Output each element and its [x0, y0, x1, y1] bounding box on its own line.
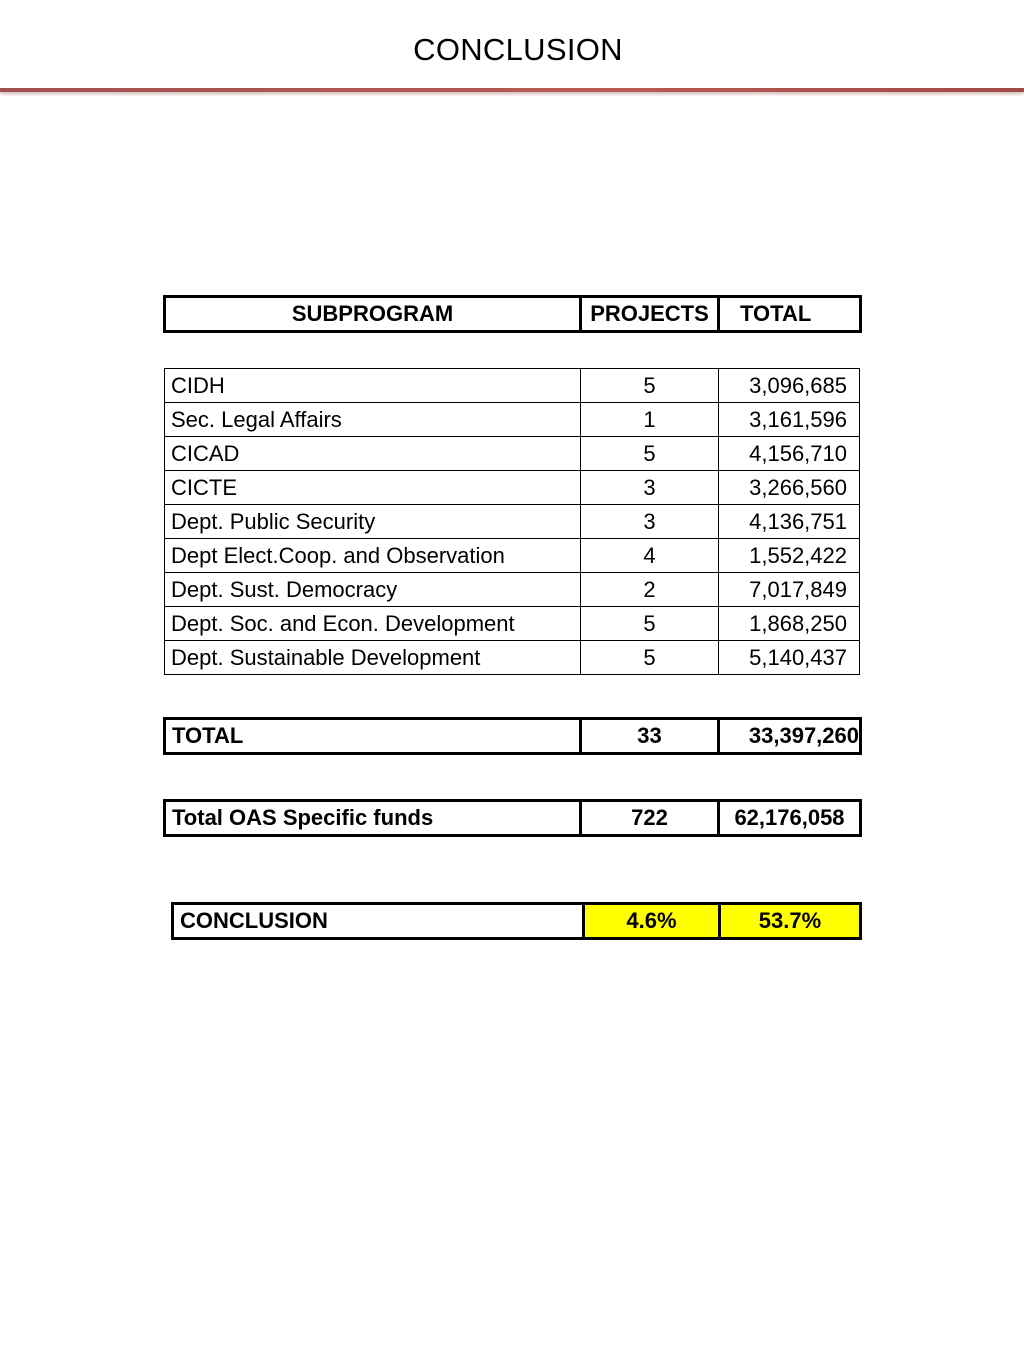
subprogram-cell: Dept Elect.Coop. and Observation [165, 539, 581, 573]
table-row [165, 641, 860, 675]
table-row [165, 403, 860, 437]
total-cell: 3,266,560 [719, 471, 860, 505]
table-row [165, 573, 860, 607]
projects-cell: 3 [581, 471, 719, 505]
table-row [165, 505, 860, 539]
table-row [165, 437, 860, 471]
conclusion-projects-pct: 4.6% [584, 904, 720, 939]
projects-cell: 5 [581, 369, 719, 403]
projects-cell: 4 [581, 539, 719, 573]
total-table [163, 717, 862, 755]
total-cell: 3,096,685 [719, 369, 860, 403]
projects-cell: 2 [581, 573, 719, 607]
oas-funds-total: 62,176,058 [719, 801, 861, 836]
total-projects: 33 [581, 719, 719, 754]
table-row [165, 607, 860, 641]
total-label: TOTAL [165, 719, 581, 754]
page-title: CONCLUSION [413, 32, 623, 67]
table-row [165, 471, 860, 505]
projects-cell: 1 [581, 403, 719, 437]
conclusion-label: CONCLUSION [173, 904, 584, 939]
header-subprogram: SUBPROGRAM [165, 297, 581, 332]
oas-funds-projects: 722 [581, 801, 719, 836]
header-row [165, 297, 861, 332]
subprogram-cell: Sec. Legal Affairs [165, 403, 581, 437]
total-cell: 5,140,437 [719, 641, 860, 675]
conclusion-table [171, 902, 862, 940]
total-cell: 1,552,422 [719, 539, 860, 573]
subprogram-cell: CICAD [165, 437, 581, 471]
total-cell: 7,017,849 [719, 573, 860, 607]
total-cell: 3,161,596 [719, 403, 860, 437]
header-total: TOTAL [719, 297, 861, 332]
conclusion-total-pct: 53.7% [720, 904, 861, 939]
subprogram-cell: CICTE [165, 471, 581, 505]
total-cell: 1,868,250 [719, 607, 860, 641]
subprogram-cell: Dept. Soc. and Econ. Development [165, 607, 581, 641]
table-row [165, 369, 860, 403]
conclusion-row [173, 904, 861, 939]
total-cell: 4,136,751 [719, 505, 860, 539]
oas-funds-table [163, 799, 862, 837]
subprogram-cell: Dept. Sustainable Development [165, 641, 581, 675]
subprogram-cell: Dept. Public Security [165, 505, 581, 539]
oas-funds-label: Total OAS Specific funds [165, 801, 581, 836]
oas-funds-row [165, 801, 861, 836]
header-table [163, 295, 862, 333]
projects-cell: 5 [581, 641, 719, 675]
title-divider [0, 88, 1024, 92]
header-projects: PROJECTS [581, 297, 719, 332]
subprogram-table [164, 368, 860, 675]
subprogram-rows [165, 369, 860, 675]
projects-cell: 5 [581, 607, 719, 641]
projects-cell: 5 [581, 437, 719, 471]
total-amount: 33,397,260 [719, 719, 861, 754]
subprogram-cell: Dept. Sust. Democracy [165, 573, 581, 607]
table-row [165, 539, 860, 573]
total-cell: 4,156,710 [719, 437, 860, 471]
projects-cell: 3 [581, 505, 719, 539]
total-row [165, 719, 861, 754]
subprogram-cell: CIDH [165, 369, 581, 403]
